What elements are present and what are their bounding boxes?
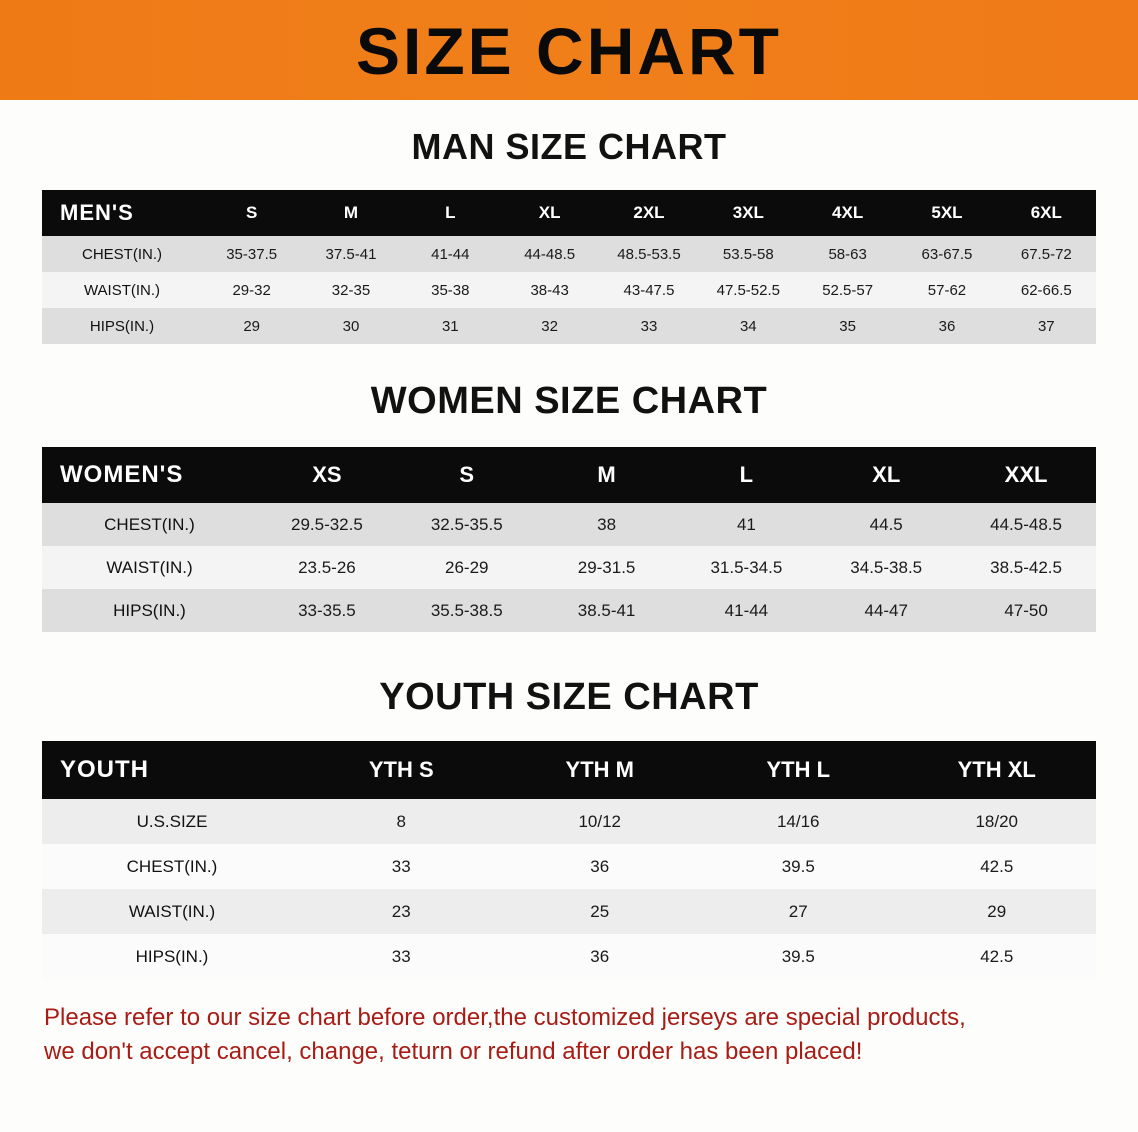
women-table-corner: WOMEN'S <box>42 447 257 503</box>
youth-cell-1-2: 39.5 <box>699 844 898 889</box>
table-row <box>42 589 1096 632</box>
men-cell-0-6: 58-63 <box>798 236 897 272</box>
men-col-7: 5XL <box>897 190 996 236</box>
policy-note-line-2: we don't accept cancel, change, teturn or refund after order has been placed! <box>44 1038 863 1066</box>
youth-table-corner: YOUTH <box>42 741 302 799</box>
youth-section-heading: YOUTH SIZE CHART <box>379 676 759 718</box>
youth-cell-0-0: 8 <box>302 799 501 844</box>
women-cell-0-1: 32.5-35.5 <box>397 503 537 546</box>
women-row-label-1: WAIST(IN.) <box>42 546 257 589</box>
men-cell-1-1: 32-35 <box>301 272 400 308</box>
women-cell-1-0: 23.5-26 <box>257 546 397 589</box>
table-header-row <box>42 190 1096 236</box>
women-col-3: L <box>676 447 816 503</box>
youth-col-0: YTH S <box>302 741 501 799</box>
page-title: SIZE CHART <box>356 14 782 88</box>
men-cell-2-8: 37 <box>997 308 1096 344</box>
youth-cell-3-1: 36 <box>501 934 700 979</box>
women-cell-2-1: 35.5-38.5 <box>397 589 537 632</box>
men-cell-2-3: 32 <box>500 308 599 344</box>
youth-row-label-1: CHEST(IN.) <box>42 844 302 889</box>
men-size-table <box>42 190 1096 344</box>
men-row-label-1: WAIST(IN.) <box>42 272 202 308</box>
men-cell-2-4: 33 <box>599 308 698 344</box>
women-section-heading: WOMEN SIZE CHART <box>370 380 768 422</box>
youth-cell-2-1: 25 <box>501 889 700 934</box>
women-cell-0-5: 44.5-48.5 <box>956 503 1096 546</box>
youth-cell-2-0: 23 <box>302 889 501 934</box>
youth-col-3: YTH XL <box>898 741 1097 799</box>
women-cell-2-4: 44-47 <box>816 589 956 632</box>
women-cell-0-4: 44.5 <box>816 503 956 546</box>
youth-cell-1-0: 33 <box>302 844 501 889</box>
youth-cell-3-2: 39.5 <box>699 934 898 979</box>
men-cell-0-2: 41-44 <box>401 236 500 272</box>
men-cell-1-0: 29-32 <box>202 272 301 308</box>
table-row <box>42 236 1096 272</box>
women-col-1: S <box>397 447 537 503</box>
table-row <box>42 308 1096 344</box>
women-cell-1-4: 34.5-38.5 <box>816 546 956 589</box>
man-table-wrapper <box>0 190 1138 344</box>
women-col-5: XXL <box>956 447 1096 503</box>
youth-table-wrapper <box>0 741 1138 979</box>
men-col-0: S <box>202 190 301 236</box>
men-cell-2-1: 30 <box>301 308 400 344</box>
man-section-heading: MAN SIZE CHART <box>411 126 727 167</box>
youth-cell-3-3: 42.5 <box>898 934 1097 979</box>
men-cell-1-8: 62-66.5 <box>997 272 1096 308</box>
banner <box>0 0 1138 100</box>
women-cell-2-5: 47-50 <box>956 589 1096 632</box>
table-row <box>42 844 1096 889</box>
youth-cell-2-2: 27 <box>699 889 898 934</box>
men-cell-2-2: 31 <box>401 308 500 344</box>
men-col-3: XL <box>500 190 599 236</box>
youth-cell-1-3: 42.5 <box>898 844 1097 889</box>
youth-cell-1-1: 36 <box>501 844 700 889</box>
men-cell-2-5: 34 <box>699 308 798 344</box>
women-cell-1-2: 29-31.5 <box>537 546 677 589</box>
men-cell-0-8: 67.5-72 <box>997 236 1096 272</box>
table-row <box>42 272 1096 308</box>
youth-row-label-3: HIPS(IN.) <box>42 934 302 979</box>
men-row-label-2: HIPS(IN.) <box>42 308 202 344</box>
women-cell-1-3: 31.5-34.5 <box>676 546 816 589</box>
women-cell-1-1: 26-29 <box>397 546 537 589</box>
table-row <box>42 546 1096 589</box>
women-col-0: XS <box>257 447 397 503</box>
youth-row-label-0: U.S.SIZE <box>42 799 302 844</box>
men-cell-0-1: 37.5-41 <box>301 236 400 272</box>
women-col-4: XL <box>816 447 956 503</box>
women-cell-0-2: 38 <box>537 503 677 546</box>
youth-size-table <box>42 741 1096 979</box>
women-cell-2-3: 41-44 <box>676 589 816 632</box>
men-col-8: 6XL <box>997 190 1096 236</box>
women-cell-2-2: 38.5-41 <box>537 589 677 632</box>
table-header-row <box>42 741 1096 799</box>
men-cell-1-2: 35-38 <box>401 272 500 308</box>
women-row-label-0: CHEST(IN.) <box>42 503 257 546</box>
women-col-2: M <box>537 447 677 503</box>
men-cell-1-3: 38-43 <box>500 272 599 308</box>
men-cell-1-4: 43-47.5 <box>599 272 698 308</box>
youth-cell-0-1: 10/12 <box>501 799 700 844</box>
women-cell-1-5: 38.5-42.5 <box>956 546 1096 589</box>
men-cell-0-4: 48.5-53.5 <box>599 236 698 272</box>
table-row <box>42 503 1096 546</box>
women-row-label-2: HIPS(IN.) <box>42 589 257 632</box>
men-cell-2-6: 35 <box>798 308 897 344</box>
youth-cell-0-3: 18/20 <box>898 799 1097 844</box>
youth-cell-0-2: 14/16 <box>699 799 898 844</box>
youth-col-2: YTH L <box>699 741 898 799</box>
youth-cell-3-0: 33 <box>302 934 501 979</box>
men-col-6: 4XL <box>798 190 897 236</box>
men-cell-0-3: 44-48.5 <box>500 236 599 272</box>
men-col-5: 3XL <box>699 190 798 236</box>
women-table-wrapper <box>0 447 1138 632</box>
youth-row-label-2: WAIST(IN.) <box>42 889 302 934</box>
women-size-table <box>42 447 1096 632</box>
men-col-1: M <box>301 190 400 236</box>
men-cell-0-5: 53.5-58 <box>699 236 798 272</box>
women-cell-2-0: 33-35.5 <box>257 589 397 632</box>
women-cell-0-3: 41 <box>676 503 816 546</box>
men-col-4: 2XL <box>599 190 698 236</box>
men-cell-2-0: 29 <box>202 308 301 344</box>
youth-cell-2-3: 29 <box>898 889 1097 934</box>
men-cell-1-6: 52.5-57 <box>798 272 897 308</box>
men-cell-1-5: 47.5-52.5 <box>699 272 798 308</box>
men-cell-2-7: 36 <box>897 308 996 344</box>
table-row <box>42 799 1096 844</box>
men-row-label-0: CHEST(IN.) <box>42 236 202 272</box>
table-header-row <box>42 447 1096 503</box>
policy-note <box>0 979 1138 1069</box>
men-cell-1-7: 57-62 <box>897 272 996 308</box>
table-row <box>42 934 1096 979</box>
women-cell-0-0: 29.5-32.5 <box>257 503 397 546</box>
policy-note-line-1: Please refer to our size chart before order,the customized jerseys are special products, <box>44 1004 966 1031</box>
men-table-corner: MEN'S <box>42 190 202 236</box>
men-cell-0-7: 63-67.5 <box>897 236 996 272</box>
men-cell-0-0: 35-37.5 <box>202 236 301 272</box>
table-row <box>42 889 1096 934</box>
youth-col-1: YTH M <box>501 741 700 799</box>
men-col-2: L <box>401 190 500 236</box>
